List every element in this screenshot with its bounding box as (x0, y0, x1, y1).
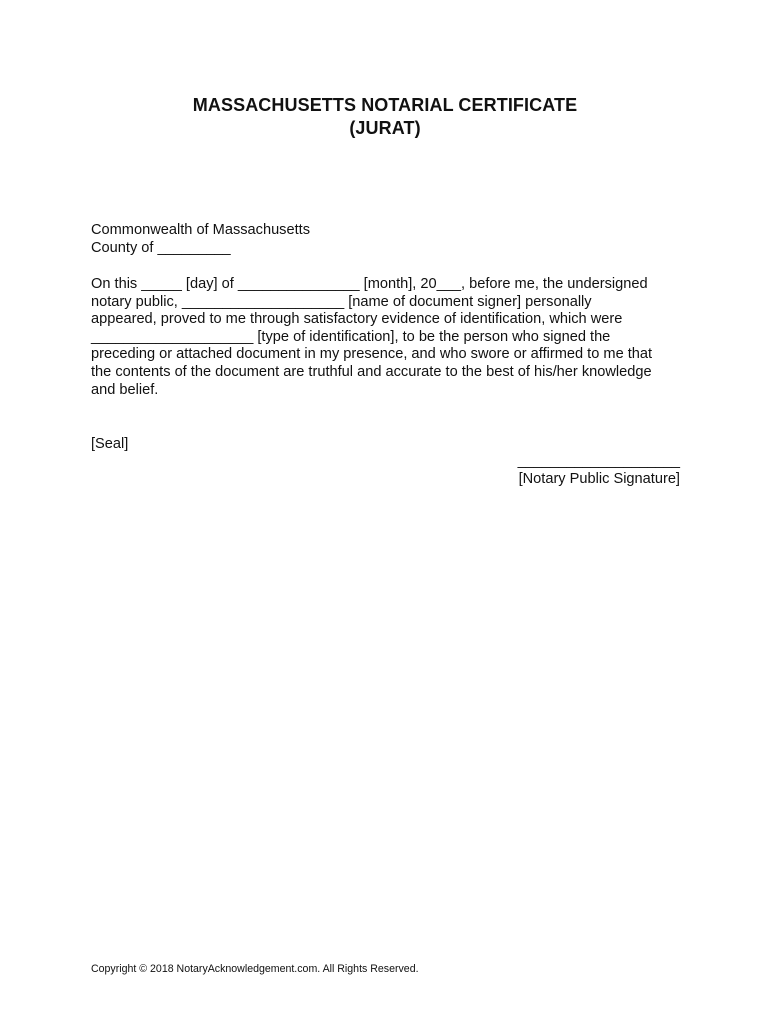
body-line: notary public, ____________________ [name of document signer] personally (91, 293, 592, 310)
signature-line: ____________________ (517, 453, 680, 469)
document-title (0, 94, 770, 140)
venue-county-line: County of _________ (91, 239, 231, 256)
copyright-footer: Copyright © 2018 NotaryAcknowledgement.com. All Rights Reserved. (91, 963, 419, 975)
body-line: ____________________ [type of identification], to be the person who signed the (91, 328, 611, 345)
title-line-2: (JURAT) (349, 118, 421, 138)
title-line-1: MASSACHUSETTS NOTARIAL CERTIFICATE (192, 95, 578, 115)
jurat-body (91, 276, 691, 399)
body-line: preceding or attached document in my presence, and who swore or affirmed to me that (91, 346, 653, 363)
notary-signature-block (518, 453, 680, 488)
venue-block (91, 222, 691, 257)
body-line: the contents of the document are truthful and accurate to the best of his/her knowledge (91, 363, 652, 380)
seal-label: [Seal] (91, 436, 129, 452)
body-line: and belief. (91, 381, 159, 398)
body-line: On this _____ [day] of _______________ [month], 20___, before me, the undersigned (91, 276, 648, 292)
body-line: appeared, proved to me through satisfactory evidence of identification, which were (91, 311, 623, 328)
venue-state-line: Commonwealth of Massachusetts (91, 222, 310, 238)
signature-label: [Notary Public Signature] (518, 470, 680, 487)
